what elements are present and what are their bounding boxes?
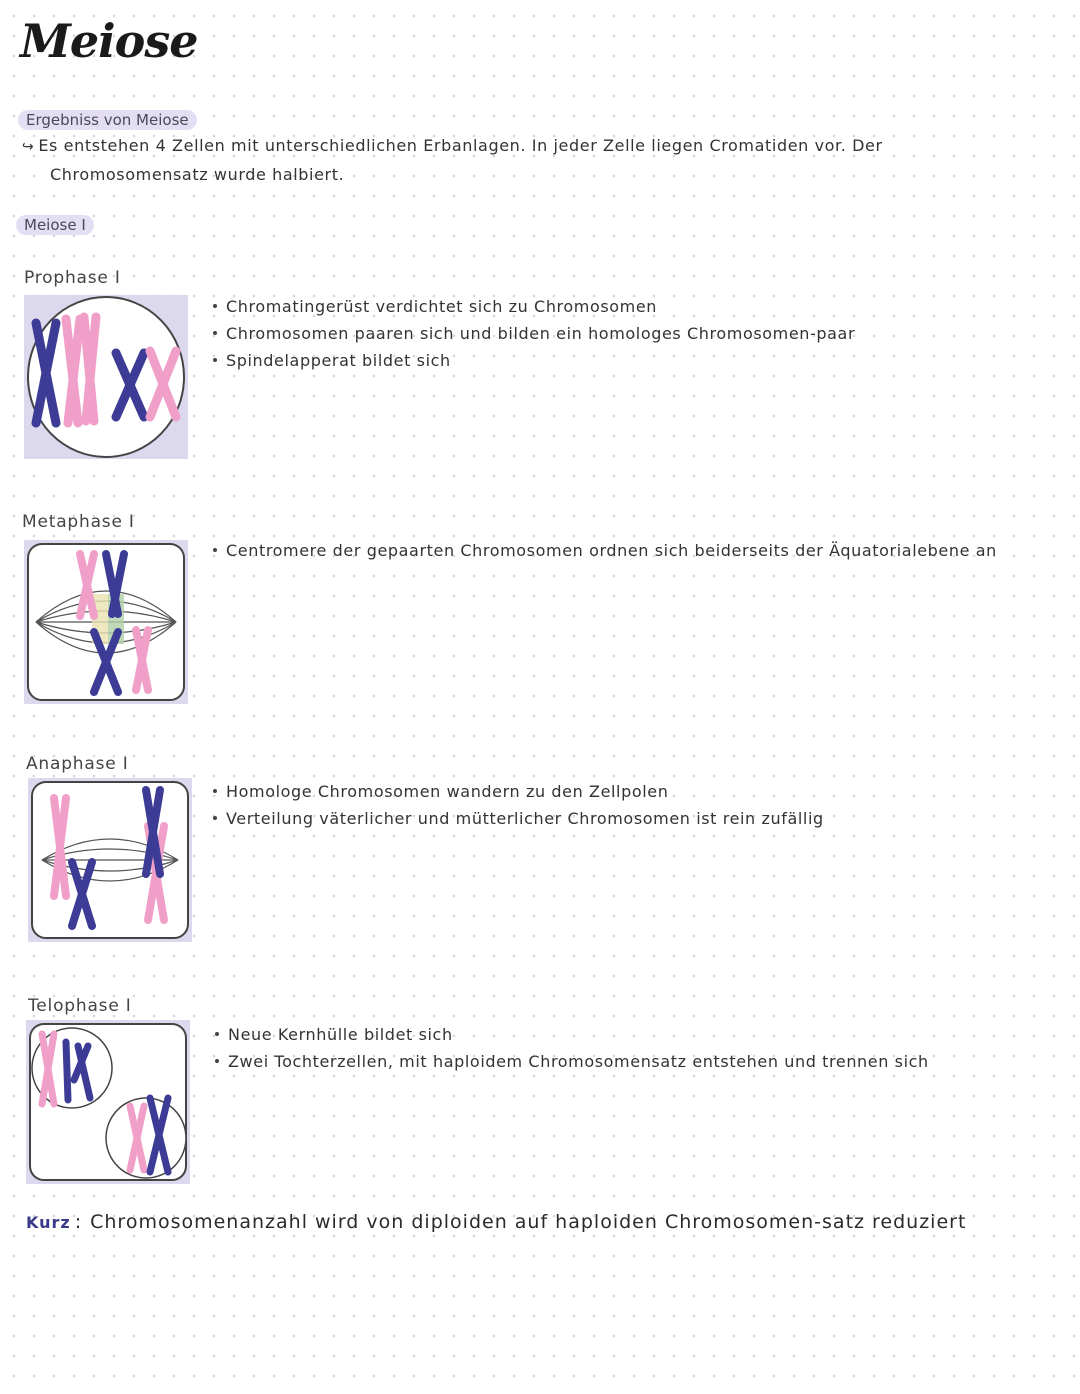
arrow-icon: ↪ <box>22 139 35 155</box>
ergebnis-heading-label: Ergebniss von Meiose <box>18 110 197 130</box>
ergebnis-line-2: Chromosomensatz wurde halbiert. <box>50 165 345 184</box>
bullet-item: Chromatingerüst verdichtet sich zu Chromosomen <box>212 293 1062 320</box>
summary <box>26 1208 1066 1237</box>
summary-label: Kurz <box>26 1213 71 1232</box>
bullet-item: Chromosomen paaren sich und bilden ein homologes Chromosomen-paar <box>212 320 1046 347</box>
bullet-item: Centromere der gepaarten Chromosomen ordnen sich beiderseits der Äquatorialebene an <box>212 537 1066 564</box>
summary-text: Chromosomenanzahl wird von diploiden auf haploiden Chromosomen-satz reduziert <box>90 1211 967 1233</box>
metaphase-diagram <box>24 540 188 704</box>
phase-label-anaphase: Anaphase I <box>26 754 129 774</box>
meiose-1-heading-label: Meiose I <box>16 215 94 235</box>
bullet-item: Neue Kernhülle bildet sich <box>214 1021 1064 1048</box>
bullet-item: Zwei Tochterzellen, mit haploidem Chromosomensatz entstehen und trennen sich <box>214 1048 1068 1075</box>
phase-label-telophase: Telophase I <box>28 996 132 1016</box>
bullet-item: Verteilung väterlicher und mütterlicher Chromosomen ist rein zufällig <box>212 805 1062 832</box>
page-title: Meiose <box>20 14 198 68</box>
summary-colon: : <box>74 1211 83 1233</box>
bullet-item: Homologe Chromosomen wandern zu den Zellpolen <box>212 778 1062 805</box>
ergebnis-line-1-text: Es entstehen 4 Zellen mit unterschiedlichen Erbanlagen. In jeder Zelle liegen Cromatiden vor. Der <box>38 136 883 155</box>
prophase-bullets <box>212 293 1062 374</box>
ergebnis-line-1 <box>22 132 1062 161</box>
telophase-diagram <box>26 1020 190 1184</box>
meiose-1-heading <box>16 215 94 235</box>
bullet-item: Spindelapperat bildet sich <box>212 347 1062 374</box>
phase-label-prophase: Prophase I <box>24 268 121 288</box>
prophase-diagram <box>24 295 188 459</box>
telophase-bullets <box>214 1021 1064 1075</box>
anaphase-bullets <box>212 778 1062 832</box>
metaphase-bullets <box>212 537 1062 564</box>
ergebnis-text <box>22 132 1062 188</box>
phase-label-metaphase: Metaphase I <box>22 512 135 532</box>
anaphase-diagram <box>28 778 192 942</box>
ergebnis-heading <box>18 110 197 130</box>
